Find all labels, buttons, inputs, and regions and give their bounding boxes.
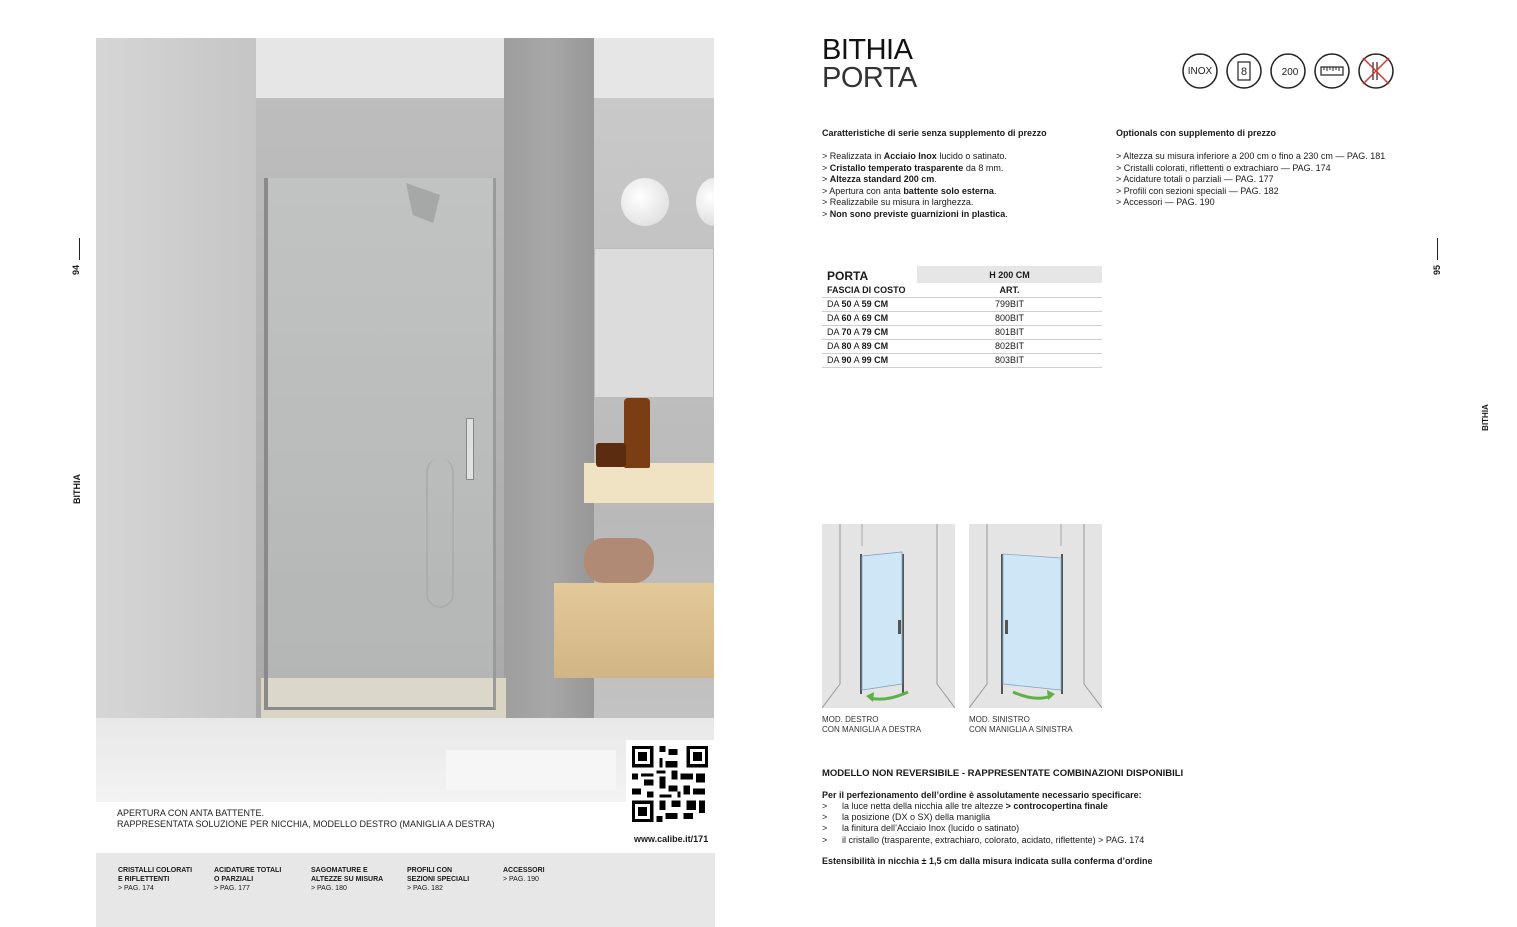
footer-item-cristalli[interactable]: CRISTALLI COLORATI E RIFLETTENTI > PAG. 174 [118,867,193,892]
list-item: > Accessori — PAG. 190 [1116,197,1215,207]
shower-door-glass [264,178,496,710]
list-item: > Realizzata in Acciaio Inox lucido o satinato. [822,151,1007,161]
table-row: DA 80 A 89 CM 802BIT [822,339,1102,353]
right-page-number: 95 [1432,264,1443,276]
width-measure-icon [1313,52,1351,90]
list-item: > Apertura con anta battente solo esterna. [822,185,997,196]
order-list [822,801,1144,846]
list-item: > Acidature totali o parziali — PAG. 177 [1116,174,1274,184]
right-side-label: BITHIA [1480,404,1490,431]
footer-item-accessori[interactable]: ACCESSORI > PAG. 190 [503,867,545,883]
door-handle [466,418,474,480]
glass-thickness-icon [1225,52,1263,90]
qr-url[interactable]: www.calibe.it/171 [634,834,709,844]
table-row: DA 70 A 79 CM 801BIT [822,325,1102,339]
non-reversible-note: MODELLO NON REVERSIBILE - RAPPRESENTATE COMBINAZIONI DISPONIBILI [822,768,1184,779]
table-col2-header: ART. [917,283,1102,297]
table-row: DA 60 A 69 CM 800BIT [822,311,1102,325]
list-item: > la posizione (DX o SX) della maniglia [822,812,991,823]
order-heading: Per il perfezionamento dell’ordine è assolutamente necessario specificare: [822,790,1142,800]
list-item: > la luce netta della nicchia alle tre altezze > controcopertina finale [822,801,1108,811]
list-item: > il cristallo (trasparente, extrachiaro, colorato, acidato, riflettente) > PAG. 174 [822,834,1145,845]
list-item: > Non sono previste guarnizioni in plastica. [822,208,1008,219]
table-height-header: H 200 CM [917,266,1102,283]
photo-caption: APERTURA CON ANTA BATTENTE. RAPPRESENTATA SOLUZIONE PER NICCHIA, MODELLO DESTRO (MANIGLIA A DESTRA) [117,808,495,829]
list-item: > Altezza standard 200 cm. [822,174,937,184]
qr-code[interactable] [626,740,714,828]
standard-features-heading: Caratteristiche di serie senza supplemento di prezzo [822,128,1047,138]
diagram-left-model [969,524,1102,708]
footer-item-profili[interactable]: PROFILI CON SEZIONI SPECIALI > PAG. 182 [407,867,470,892]
product-title: BITHIA [822,34,913,66]
diagram-left-caption: MOD. SINISTRO CON MANIGLIA A SINISTRA [969,715,1073,734]
list-item: > la finitura dell’Acciaio Inox (lucido o satinato) [822,823,1020,834]
product-photo [96,38,714,802]
table-row: DA 90 A 99 CM 803BIT [822,353,1102,367]
diagram-right-caption: MOD. DESTRO CON MANIGLIA A DESTRA [822,715,922,734]
optionals-list [1116,151,1385,209]
svg-text:200: 200 [1281,67,1299,78]
list-item: > Profili con sezioni speciali — PAG. 182 [1116,185,1279,196]
right-page-rule [1437,238,1438,260]
list-item: > Altezza su misura inferiore a 200 cm o fino a 230 cm — PAG. 181 [1116,151,1386,161]
inox-icon [1181,52,1219,90]
price-table [822,266,1102,368]
height-icon [1269,52,1307,90]
no-gasket-icon [1357,52,1395,90]
table-row: DA 50 A 59 CM 799BIT [822,297,1102,311]
left-page-number: 94 [71,264,82,276]
list-item: > Cristalli colorati, riflettenti o extrachiaro — PAG. 174 [1116,162,1331,173]
left-side-label: BITHIA [72,474,82,504]
extensibility-note: Estensibilità in nicchia ± 1,5 cm dalla misura indicata sulla conferma d’ordine [822,856,1153,866]
table-col1-header: FASCIA DI COSTO [822,283,917,297]
optionals-heading: Optionals con supplemento di prezzo [1116,128,1277,138]
left-page-rule [79,238,80,260]
standard-features-list [822,151,1008,220]
list-item: > Realizzabile su misura in larghezza. [822,197,974,207]
footer-item-acidature[interactable]: ACIDATURE TOTALI O PARZIALI > PAG. 177 [214,867,282,892]
diagram-right-model [822,524,955,708]
svg-text:INOX: INOX [1187,66,1213,77]
table-title: PORTA [827,269,869,283]
product-subtitle: PORTA [822,62,917,94]
svg-text:8: 8 [1240,66,1248,78]
footer-item-sagomature[interactable]: SAGOMATURE E ALTEZZE SU MISURA > PAG. 180 [311,867,384,892]
list-item: > Cristallo temperato trasparente da 8 mm. [822,162,1004,173]
